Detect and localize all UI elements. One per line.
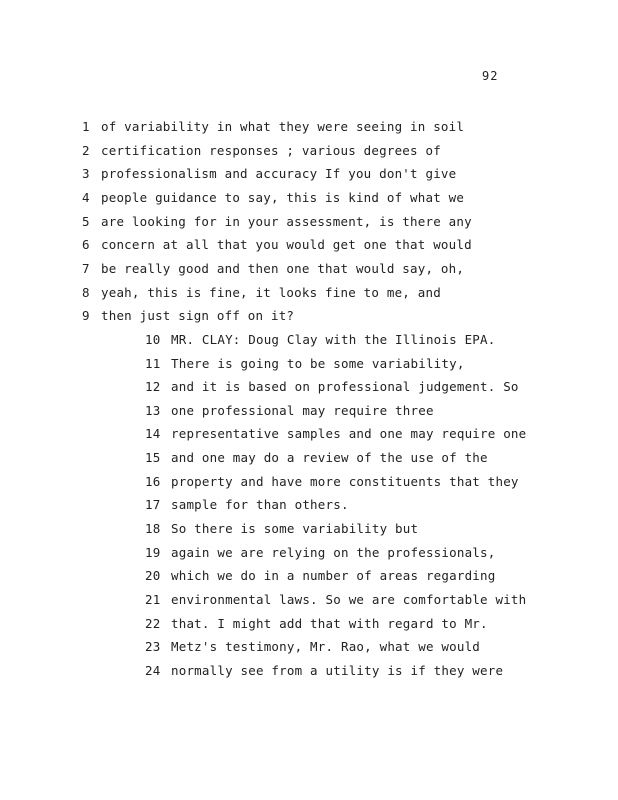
line-number: 13	[145, 402, 161, 418]
line-text: normally see from a utility is if they were	[171, 662, 504, 678]
line-number: 7	[82, 260, 90, 276]
line-number: 11	[145, 355, 161, 371]
line-number: 3	[82, 166, 90, 182]
line-number: 21	[145, 592, 161, 607]
line-number: 9	[82, 308, 90, 324]
line-number: 5	[82, 213, 90, 229]
line-number: 16	[145, 473, 161, 489]
line-text: property and have more constituents that they	[171, 473, 519, 489]
line-text: environmental laws. So we are comfortable with	[171, 592, 527, 607]
line-text: Metz's testimony, Mr. Rao, what we would	[171, 639, 481, 655]
page-number: 92	[482, 69, 499, 83]
line-number: 8	[82, 284, 90, 300]
line-text: and it is based on professional judgement. So	[171, 379, 519, 395]
line-text: representative samples and one may require one	[171, 426, 527, 442]
line-text: that. I might add that with regard to Mr.	[171, 615, 488, 631]
line-number: 4	[82, 189, 90, 205]
line-text: MR. CLAY: Doug Clay with the Illinois EPA.	[171, 331, 496, 347]
line-text: There is going to be some variability,	[171, 355, 465, 371]
line-number: 19	[145, 544, 161, 560]
line-text: which we do in a number of areas regarding	[171, 568, 496, 584]
line-number: 20	[145, 568, 161, 584]
line-text: people guidance to say, this is kind of what we	[101, 189, 465, 205]
line-number: 18	[145, 521, 161, 537]
line-number: 23	[145, 639, 161, 655]
line-number: 1	[82, 119, 90, 134]
line-text: certification responses ; various degrees of	[101, 142, 441, 158]
line-text: be really good and then one that would say, oh,	[101, 260, 465, 276]
line-text: again we are relying on the professionals,	[171, 544, 496, 560]
line-number: 6	[82, 237, 90, 253]
line-number: 14	[145, 426, 161, 442]
line-number: 12	[145, 379, 161, 395]
line-number: 22	[145, 615, 161, 631]
line-number: 17	[145, 497, 161, 513]
line-number: 15	[145, 450, 161, 466]
line-number: 10	[145, 331, 161, 347]
line-number: 24	[145, 662, 161, 678]
line-text: one professional may require three	[171, 402, 434, 418]
line-text: then just sign off on it?	[101, 308, 295, 324]
line-text: So there is some variability but	[171, 521, 419, 537]
line-text: professionalism and accuracy If you don't give	[101, 166, 457, 182]
line-text: yeah, this is fine, it looks fine to me, and	[101, 284, 441, 300]
line-text: concern at all that you would get one that would	[101, 237, 472, 253]
line-number: 2	[82, 142, 90, 158]
line-text: sample for than others.	[171, 497, 349, 513]
line-text: and one may do a review of the use of the	[171, 450, 488, 466]
line-text: of variability in what they were seeing in soil	[101, 119, 465, 134]
line-text: are looking for in your assessment, is there any	[101, 213, 472, 229]
